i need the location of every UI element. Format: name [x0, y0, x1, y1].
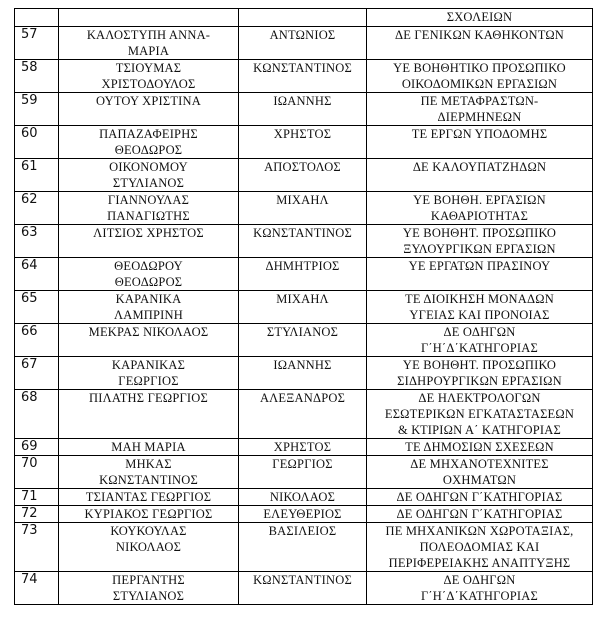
row-number: 70	[15, 456, 59, 489]
table-body	[15, 9, 593, 605]
specialty-line: ΔΕ ΚΑΛΟΥΠΑΤΖΗΔΩΝ	[412, 160, 547, 174]
father-name: ΑΝΤΩΝΙΟΣ	[239, 27, 367, 60]
full-name-line: ΜΗΚΑΣ	[125, 457, 172, 471]
full-name-line: ΘΕΟΔΩΡΟΥ	[114, 259, 183, 273]
table-row	[15, 126, 593, 159]
specialty-line: ΣΙΔΗΡΟΥΡΓΙΚΩΝ ΕΡΓΑΣΙΩΝ	[397, 374, 562, 388]
full-name	[59, 439, 239, 456]
specialty-line: ΠΕΡΙΦΕΡΕΙΑΚΗΣ ΑΝΑΠΤΥΞΗΣ	[388, 556, 571, 570]
table-row-fragment	[15, 9, 593, 27]
table-row	[15, 27, 593, 60]
table-row	[15, 291, 593, 324]
row-number: 64	[15, 258, 59, 291]
specialty-line: ΔΕ ΓΕΝΙΚΩΝ ΚΑΘΗΚΟΝΤΩΝ	[394, 28, 565, 42]
full-name-line: ΣΤΥΛΙΑΝΟΣ	[112, 589, 185, 603]
specialty	[367, 126, 593, 159]
full-name	[59, 523, 239, 572]
specialty	[367, 506, 593, 523]
specialty	[367, 572, 593, 605]
full-name-line: ΚΟΥΚΟΥΛΑΣ	[110, 524, 187, 538]
specialty-line: ΟΙΚΟΔΟΜΙΚΩΝ ΕΡΓΑΣΙΩΝ	[401, 77, 558, 91]
specialty-line: ΤΕ ΔΙΟΙΚΗΣΗ ΜΟΝΑΔΩΝ	[405, 292, 554, 306]
full-name-line: ΚΥΡΙΑΚΟΣ ΓΕΩΡΓΙΟΣ	[84, 507, 213, 521]
specialty	[367, 324, 593, 357]
full-name-line: ΜΑΗ ΜΑΡΙΑ	[111, 440, 186, 454]
specialty	[367, 225, 593, 258]
table-row	[15, 572, 593, 605]
full-name	[59, 126, 239, 159]
full-name-line: ΤΣΙΑΝΤΑΣ ΓΕΩΡΓΙΟΣ	[85, 490, 212, 504]
specialty	[367, 192, 593, 225]
row-number: 61	[15, 159, 59, 192]
table-row	[15, 439, 593, 456]
table-row	[15, 523, 593, 572]
table-row	[15, 258, 593, 291]
specialty	[367, 93, 593, 126]
father-name	[239, 9, 367, 27]
specialty-line: ΥΕ ΒΟΗΘΗΤΙΚΟ ΠΡΟΣΩΠΙΚΟ	[393, 61, 566, 75]
specialty-line: Γ΄Η΄Δ΄ΚΑΤΗΓΟΡΙΑΣ	[421, 589, 538, 603]
row-number: 65	[15, 291, 59, 324]
specialty-line: & ΚΤΙΡΙΩΝ Α΄ ΚΑΤΗΓΟΡΙΑΣ	[398, 423, 561, 437]
full-name-line: ΚΑΛΟΣΤΥΠΗ ΑΝΝΑ-	[86, 28, 211, 42]
table-row	[15, 225, 593, 258]
full-name-line: ΚΑΡΑΝΙΚΑ	[115, 292, 182, 306]
specialty-line: ΥΕ ΒΟΗΘΗ. ΕΡΓΑΣΙΩΝ	[413, 193, 546, 207]
full-name	[59, 324, 239, 357]
specialty	[367, 291, 593, 324]
row-number: 57	[15, 27, 59, 60]
specialty-line: ΠΕ ΜΕΤΑΦΡΑΣΤΩΝ-	[420, 94, 539, 108]
specialty-line: ΔΕ ΟΔΗΓΩΝ Γ΄ΚΑΤΗΓΟΡΙΑΣ	[396, 490, 563, 504]
full-name-line: ΠΑΠΑΖΑΦΕΙΡΗΣ	[99, 127, 198, 141]
specialty	[367, 9, 593, 27]
row-number: 74	[15, 572, 59, 605]
father-name: ΝΙΚΟΛΑΟΣ	[239, 489, 367, 506]
full-name-line: ΓΕΩΡΓΙΟΣ	[118, 374, 179, 388]
specialty-line: ΥΕ ΒΟΗΘΗΤ. ΠΡΟΣΩΠΙΚΟ	[402, 226, 557, 240]
row-number: 59	[15, 93, 59, 126]
full-name-line: ΜΕΚΡΑΣ ΝΙΚΟΛΑΟΣ	[88, 325, 209, 339]
row-number: 58	[15, 60, 59, 93]
full-name-line: ΚΑΡΑΝΙΚΑΣ	[111, 358, 186, 372]
table-row	[15, 60, 593, 93]
full-name	[59, 60, 239, 93]
full-name	[59, 506, 239, 523]
specialty-line: ΣΧΟΛΕΙΩΝ	[446, 10, 513, 24]
specialty-line: ΔΕ ΜΗΧΑΝΟΤΕΧΝΙΤΕΣ	[410, 457, 549, 471]
specialty	[367, 523, 593, 572]
row-number: 68	[15, 390, 59, 439]
full-name-line: ΟΙΚΟΝΟΜΟΥ	[109, 160, 188, 174]
full-name	[59, 159, 239, 192]
full-name	[59, 291, 239, 324]
specialty-line: ΚΑΘΑΡΙΟΤΗΤΑΣ	[430, 209, 529, 223]
full-name-line: ΛΑΜΠΡΙΝΗ	[113, 308, 183, 322]
specialty-line: ΥΓΕΙΑΣ ΚΑΙ ΠΡΟΝΟΙΑΣ	[409, 308, 550, 322]
full-name	[59, 390, 239, 439]
father-name: ΙΩΑΝΝΗΣ	[239, 93, 367, 126]
father-name: ΧΡΗΣΤΟΣ	[239, 126, 367, 159]
father-name: ΙΩΑΝΝΗΣ	[239, 357, 367, 390]
full-name-line: ΓΙΑΝΝΟΥΛΑΣ	[107, 193, 190, 207]
specialty	[367, 439, 593, 456]
row-number: 62	[15, 192, 59, 225]
specialty	[367, 27, 593, 60]
specialty-line: ΔΕ ΟΔΗΓΩΝ	[443, 573, 516, 587]
father-name: ΑΠΟΣΤΟΛΟΣ	[239, 159, 367, 192]
father-name: ΔΗΜΗΤΡΙΟΣ	[239, 258, 367, 291]
full-name-line: ΠΑΝΑΓΙΩΤΗΣ	[107, 209, 190, 223]
specialty-line: ΔΕ ΗΛΕΚΤΡΟΛΟΓΩΝ	[418, 391, 541, 405]
table-row	[15, 159, 593, 192]
full-name-line: ΠΕΡΓΑΝΤΗΣ	[112, 573, 185, 587]
father-name: ΚΩΝΣΤΑΝΤΙΝΟΣ	[239, 60, 367, 93]
full-name	[59, 9, 239, 27]
specialty-line: ΤΕ ΔΗΜΟΣΙΩΝ ΣΧΕΣΕΩΝ	[405, 440, 554, 454]
specialty	[367, 390, 593, 439]
specialty-line: ΞΥΛΟΥΡΓΙΚΩΝ ΕΡΓΑΣΙΩΝ	[403, 242, 556, 256]
full-name-line: ΧΡΙΣΤΟΔΟΥΛΟΣ	[101, 77, 196, 91]
row-number: 72	[15, 506, 59, 523]
full-name	[59, 456, 239, 489]
full-name	[59, 357, 239, 390]
specialty	[367, 159, 593, 192]
full-name	[59, 93, 239, 126]
row-number: 69	[15, 439, 59, 456]
row-number: 73	[15, 523, 59, 572]
table-row	[15, 456, 593, 489]
specialty-line: ΤΕ ΕΡΓΩΝ ΥΠΟΔΟΜΗΣ	[411, 127, 548, 141]
father-name: ΒΑΣΙΛΕΙΟΣ	[239, 523, 367, 572]
specialty-line: ΟΧΗΜΑΤΩΝ	[442, 473, 517, 487]
full-name-line: ΛΙΤΣΙΟΣ ΧΡΗΣΤΟΣ	[93, 226, 204, 240]
full-name-line: ΠΙΛΑΤΗΣ ΓΕΩΡΓΙΟΣ	[89, 391, 208, 405]
row-number: 63	[15, 225, 59, 258]
full-name	[59, 489, 239, 506]
full-name-line: ΚΩΝΣΤΑΝΤΙΝΟΣ	[99, 473, 198, 487]
row-number: 66	[15, 324, 59, 357]
full-name	[59, 572, 239, 605]
full-name-line: ΘΕΟΔΩΡΟΣ	[114, 275, 183, 289]
table-row	[15, 324, 593, 357]
father-name: ΜΙΧΑΗΛ	[239, 291, 367, 324]
specialty-line: Γ΄Η΄Δ΄ΚΑΤΗΓΟΡΙΑΣ	[421, 341, 538, 355]
table-row	[15, 489, 593, 506]
row-number: 71	[15, 489, 59, 506]
specialty-line: ΔΕ ΟΔΗΓΩΝ Γ΄ΚΑΤΗΓΟΡΙΑΣ	[396, 507, 563, 521]
table-row	[15, 192, 593, 225]
specialty-line: ΥΕ ΕΡΓΑΤΩΝ ΠΡΑΣΙΝΟΥ	[408, 259, 551, 273]
specialty-line: ΠΟΛΕΟΔΟΜΙΑΣ ΚΑΙ	[419, 540, 540, 554]
full-name	[59, 225, 239, 258]
full-name	[59, 258, 239, 291]
specialty-line: ΠΕ ΜΗΧΑΝΙΚΩΝ ΧΩΡΟΤΑΞΙΑΣ,	[385, 524, 574, 538]
full-name-line: ΜΑΡΙΑ	[127, 44, 170, 58]
full-name-line: ΤΣΙΟΥΜΑΣ	[115, 61, 182, 75]
candidates-table	[14, 8, 593, 605]
full-name	[59, 192, 239, 225]
specialty	[367, 60, 593, 93]
document-page	[14, 8, 592, 605]
father-name: ΜΙΧΑΗΛ	[239, 192, 367, 225]
specialty	[367, 357, 593, 390]
father-name: ΚΩΝΣΤΑΝΤΙΝΟΣ	[239, 225, 367, 258]
specialty-line: ΥΕ ΒΟΗΘΗΤ. ΠΡΟΣΩΠΙΚΟ	[402, 358, 557, 372]
specialty	[367, 258, 593, 291]
father-name: ΧΡΗΣΤΟΣ	[239, 439, 367, 456]
specialty-line: ΕΣΩΤΕΡΙΚΩΝ ΕΓΚΑΤΑΣΤΑΣΕΩΝ	[384, 407, 575, 421]
full-name-line: ΘΕΟΔΩΡΟΣ	[114, 143, 183, 157]
father-name: ΓΕΩΡΓΙΟΣ	[239, 456, 367, 489]
specialty	[367, 489, 593, 506]
specialty	[367, 456, 593, 489]
table-row	[15, 390, 593, 439]
full-name-line: ΟΥΤΟΥ ΧΡΙΣΤΙΝΑ	[95, 94, 201, 108]
table-row	[15, 93, 593, 126]
specialty-line: ΔΕ ΟΔΗΓΩΝ	[443, 325, 516, 339]
table-row	[15, 357, 593, 390]
table-row	[15, 506, 593, 523]
row-number: 60	[15, 126, 59, 159]
father-name: ΑΛΕΞΑΝΔΡΟΣ	[239, 390, 367, 439]
full-name-line: ΣΤΥΛΙΑΝΟΣ	[112, 176, 185, 190]
row-number	[15, 9, 59, 27]
row-number: 67	[15, 357, 59, 390]
father-name: ΕΛΕΥΘΕΡΙΟΣ	[239, 506, 367, 523]
full-name-line: ΝΙΚΟΛΑΟΣ	[115, 540, 182, 554]
father-name: ΚΩΝΣΤΑΝΤΙΝΟΣ	[239, 572, 367, 605]
specialty-line: ΔΙΕΡΜΗΝΕΩΝ	[437, 110, 522, 124]
father-name: ΣΤΥΛΙΑΝΟΣ	[239, 324, 367, 357]
full-name	[59, 27, 239, 60]
